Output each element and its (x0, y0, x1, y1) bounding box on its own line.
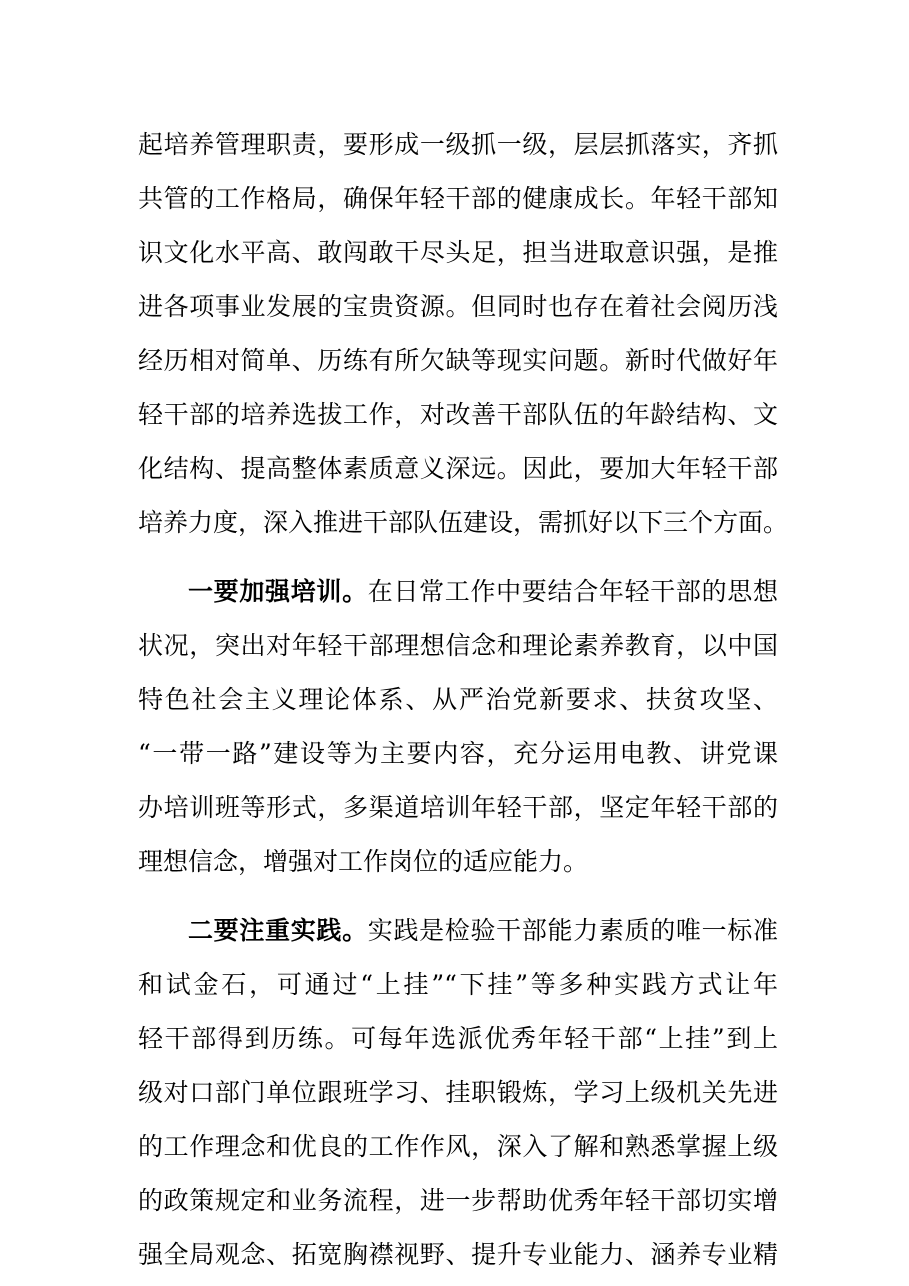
text-line: 经历相对简单、历练有所欠缺等现实问题。新时代做好年 (138, 346, 778, 375)
text-line-first (138, 565, 778, 619)
paragraph-heading: 二要注重实践。 (188, 916, 368, 945)
text-line: 理想信念，增强对工作岗位的适应能力。 (138, 847, 589, 876)
text-line: 办培训班等形式，多渠道培训年轻干部，坚定年轻干部的 (138, 793, 778, 822)
text-line: 级对口部门单位跟班学习、挂职锻炼，学习上级机关先进 (138, 1078, 778, 1107)
text-line: 的政策规定和业务流程，进一步帮助优秀年轻干部切实增 (138, 1186, 778, 1215)
text-line: “一带一路”建设等为主要内容，充分运用电教、讲党课 (138, 739, 778, 768)
text-line: 状况，突出对年轻干部理想信念和理论素养教育，以中国 (138, 631, 778, 660)
text-line: 和试金石，可通过“上挂”“下挂”等多种实践方式让年 (138, 970, 778, 999)
paragraph-2 (138, 565, 778, 889)
paragraph-heading: 一要加强培训。 (188, 577, 368, 606)
text-line: 的工作理念和优良的工作作风，深入了解和熟悉掌握上级 (138, 1132, 778, 1161)
text-line: 轻干部得到历练。可每年选派优秀年轻干部“上挂”到上 (138, 1024, 778, 1053)
text-line-first (138, 904, 778, 958)
text-line: 起培养管理职责，要形成一级抓一级，层层抓落实，齐抓 (138, 130, 778, 159)
paragraph-lead: 实践是检验干部能力素质的唯一标准 (367, 916, 778, 945)
text-line: 进各项事业发展的宝贵资源。但同时也存在着社会阅历浅 (138, 292, 778, 321)
text-line: 识文化水平高、敢闯敢干尽头足，担当进取意识强，是推 (138, 238, 778, 267)
paragraph-1 (138, 118, 789, 550)
text-line: 培养力度，深入推进干部队伍建设，需抓好以下三个方面。 (138, 508, 789, 537)
paragraph-lead: 在日常工作中要结合年轻干部的思想 (367, 577, 778, 606)
body-text (138, 118, 789, 1282)
text-line: 共管的工作格局，确保年轻干部的健康成长。年轻干部知 (138, 184, 778, 213)
text-line: 特色社会主义理论体系、从严治党新要求、扶贫攻坚、 (138, 685, 778, 714)
text-line: 化结构、提高整体素质意义深远。因此，要加大年轻干部 (138, 454, 778, 483)
text-line: 强全局观念、拓宽胸襟视野、提升专业能力、涵养专业精 (138, 1240, 778, 1269)
text-line: 轻干部的培养选拔工作，对改善干部队伍的年龄结构、文 (138, 400, 778, 429)
paragraph-3 (138, 904, 778, 1282)
